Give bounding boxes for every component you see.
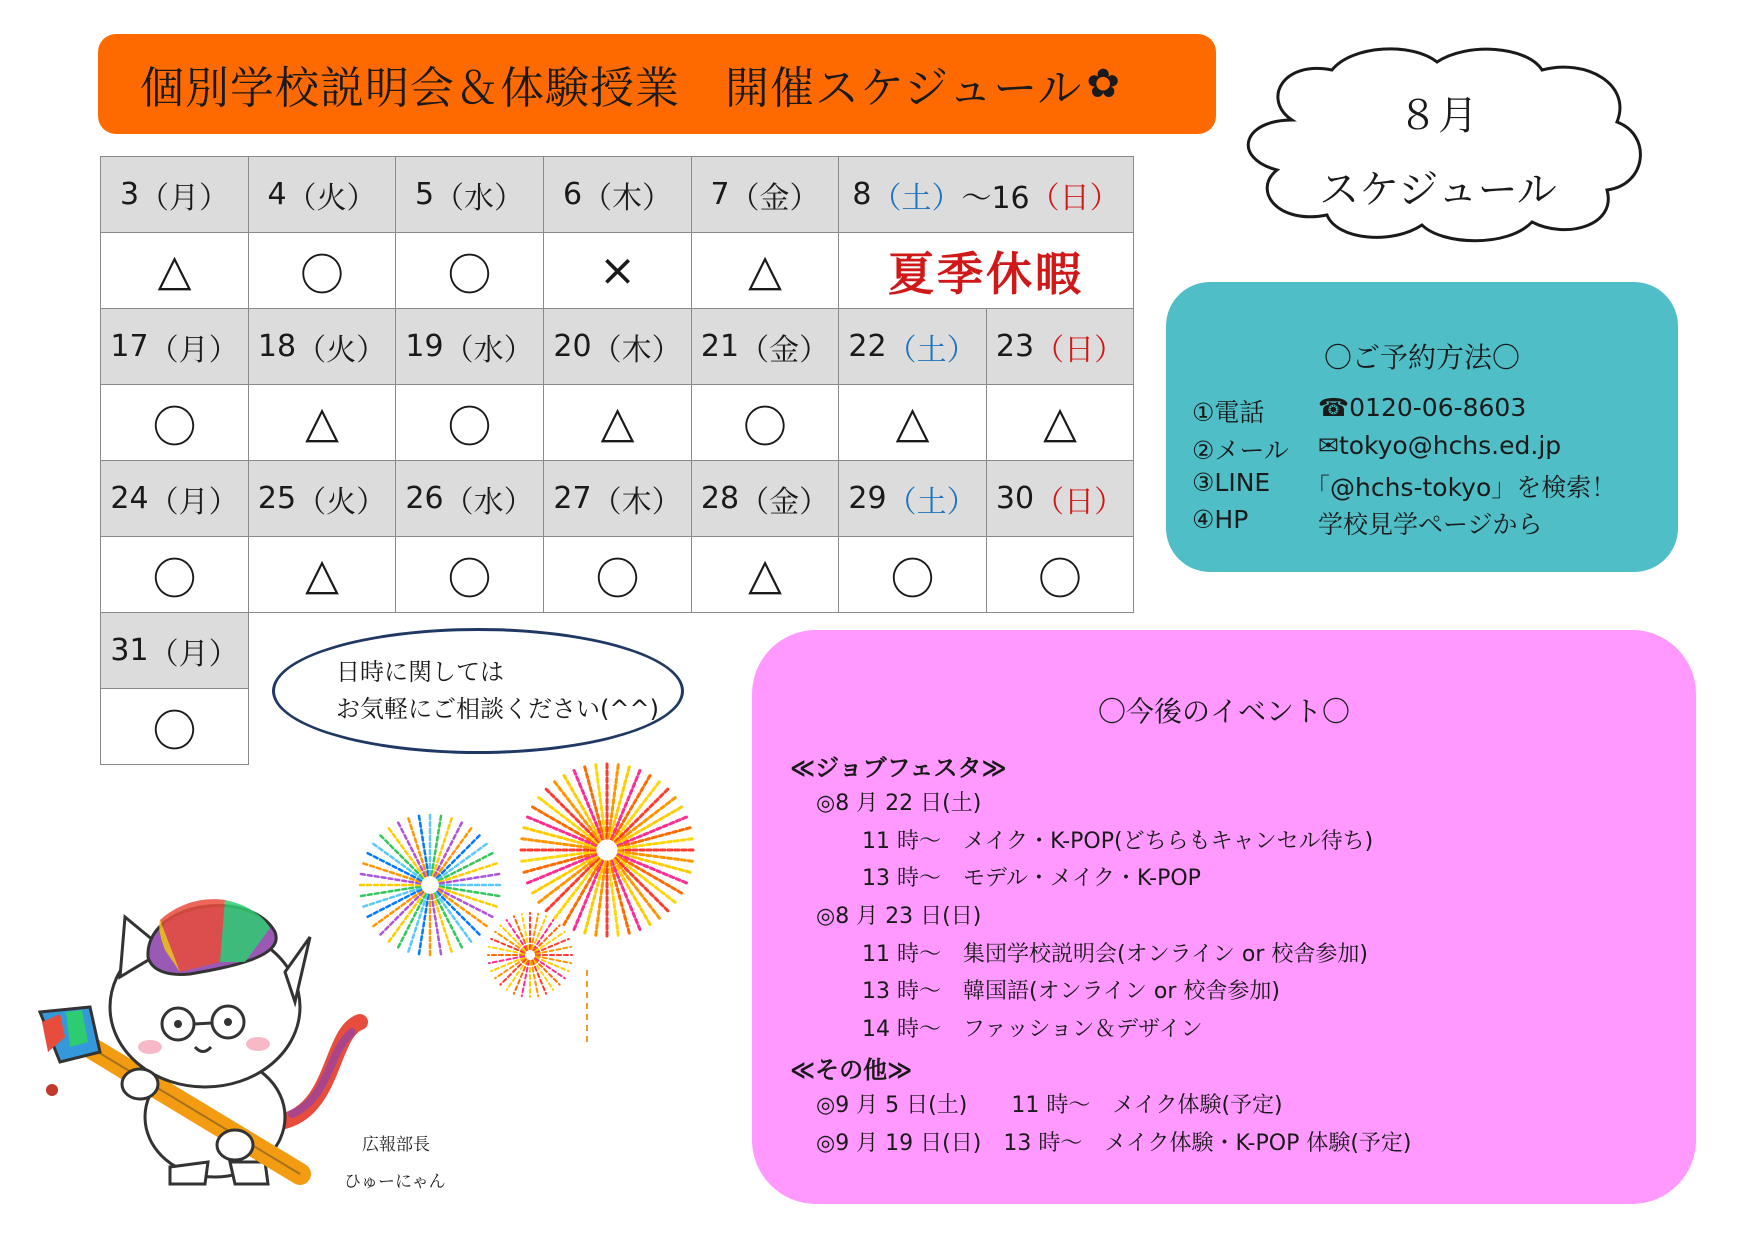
availability-mark: 〇 [248,232,396,309]
event-date: ◎8 月 23 日(日) [816,904,982,929]
mascot-name: ひゅーにゃん [344,1172,446,1192]
calendar-header-cell [543,308,692,385]
weekday-sunday: （日） [1034,332,1125,368]
calendar-header-cell [986,460,1134,537]
note-line: 日時に関しては [336,658,504,686]
weekday: （金） [739,484,830,520]
reservation-label-phone: ①電話 [1192,398,1265,427]
availability-mark: △ [691,536,839,613]
availability-mark: △ [691,232,839,309]
day-number: 5 [414,177,435,212]
day-number: 4 [267,177,287,212]
cloud-schedule: スケジュール [1319,167,1557,213]
calendar-header-cell [395,460,544,537]
weekday: （金） [739,332,830,368]
firework-small [488,913,572,997]
weekday: （月） [148,332,239,368]
weekday-saturday: （土） [871,180,962,216]
event-item: 11 時～ メイク・K-POP(どちらもキャンセル待ち) [862,829,1374,854]
calendar-header-cell [691,460,839,537]
day-number: 21 [700,329,740,364]
availability-mark: 〇 [691,384,839,461]
mascot-role: 広報部長 [362,1135,430,1155]
day-number: 7 [710,177,730,212]
weekday: （木） [582,180,673,216]
weekday: （月） [148,636,239,672]
weekday: （金） [729,180,820,216]
holiday-label: 夏季休暇 [888,246,1084,301]
availability-mark: 〇 [838,536,987,613]
weekday: （月） [139,180,230,216]
availability-mark: △ [248,536,396,613]
reservation-label-line: ③LINE [1192,468,1271,497]
date-range: ～16 [961,180,1030,216]
event-item: ◎9 月 19 日(日) 13 時～ メイク体験・K-POP 体験(予定) [816,1131,1412,1156]
calendar-header-cell [248,308,396,385]
weekday-sunday: （日） [1034,484,1125,520]
event-section-jobfesta: ≪ジョブフェスタ≫ [790,754,1007,782]
day-number: 27 [553,481,592,516]
reservation-email[interactable]: ✉tokyo@hchs.ed.jp [1318,431,1562,460]
flower-icon: ✿ [1086,61,1121,107]
weekday: （木） [591,332,682,368]
calendar-header-cell [395,308,544,385]
title-banner [98,34,1216,134]
availability-mark: 〇 [986,536,1134,613]
day-number: 24 [110,481,149,516]
calendar-header-cell [100,612,249,689]
calendar-header-cell [248,156,396,233]
event-item: 13 時～ 韓国語(オンライン or 校舎参加) [862,979,1280,1004]
day-number: 20 [553,329,592,364]
weekday-saturday: （土） [886,484,977,520]
event-item: 13 時～ モデル・メイク・K-POP [862,866,1201,891]
availability-mark: △ [543,384,692,461]
calendar-header-cell [691,308,839,385]
availability-mark: 〇 [395,232,544,309]
weekday-saturday: （土） [886,332,977,368]
calendar-header-cell [986,308,1134,385]
reservation-label-hp: ④HP [1192,505,1249,534]
day-number: 29 [848,481,887,516]
reservation-title: 〇ご予約方法〇 [1323,341,1520,374]
calendar-header-cell [100,156,249,233]
availability-mark: 〇 [100,384,249,461]
fireworks-illustration [340,760,720,1050]
day-number: 22 [848,329,887,364]
availability-mark: 〇 [395,536,544,613]
day-number: 19 [405,329,444,364]
cloud-shape [1222,40,1654,250]
note-text [336,654,659,728]
weekday-sunday: （日） [1029,180,1120,216]
calendar-header-cell [838,156,1134,233]
day-number: 30 [995,481,1035,516]
events-title: 〇今後のイベント〇 [1097,695,1350,728]
day-number: 31 [110,633,149,668]
day-number: 28 [700,481,740,516]
availability-mark: × [543,232,692,309]
reservation-phone-number[interactable]: ☎0120-06-8603 [1318,393,1527,422]
day-number: 8 [852,177,872,212]
event-date: ◎8 月 22 日(土) [816,791,982,816]
reservation-label-mail: ②メール [1192,436,1289,465]
day-number: 18 [257,329,297,364]
reservation-hp-text: 学校見学ページから [1318,510,1543,539]
availability-mark: 〇 [100,536,249,613]
weekday: （水） [443,484,534,520]
firework-medium [360,815,500,955]
availability-mark: 〇 [100,688,249,765]
calendar-header-cell [691,156,839,233]
calendar-header-cell [543,460,692,537]
day-number: 23 [995,329,1035,364]
event-item: 14 時～ ファッション＆デザイン [862,1017,1203,1042]
calendar-header-cell [100,460,249,537]
weekday: （火） [286,180,377,216]
day-number: 3 [119,177,140,212]
weekday: （火） [296,484,387,520]
calendar-header-cell [248,460,396,537]
calendar-header-cell [100,308,249,385]
availability-mark: △ [100,232,249,309]
day-number: 26 [405,481,444,516]
weekday: （木） [591,484,682,520]
day-number: 6 [562,177,583,212]
availability-mark: △ [248,384,396,461]
mascot-cat-illustration [30,862,370,1192]
note-line: お気軽にご相談ください(^^) [336,695,659,723]
event-item: 11 時～ 集団学校説明会(オンライン or 校舎参加) [862,942,1368,967]
weekday: （水） [443,332,534,368]
calendar-header-cell [395,156,544,233]
day-number: 25 [257,481,297,516]
calendar-header-cell [838,308,987,385]
availability-mark: △ [986,384,1134,461]
holiday-cell [838,232,1134,309]
title-text: 個別学校説明会＆体験授業 開催スケジュール [140,63,1083,114]
day-number: 17 [110,329,149,364]
calendar-header-cell [838,460,987,537]
weekday: （月） [148,484,239,520]
calendar-header-cell [543,156,692,233]
event-item: ◎9 月 5 日(土) 11 時～ メイク体験(予定) [816,1093,1283,1118]
cloud-month: ８月 [1398,93,1478,139]
firework-large [519,762,695,938]
weekday: （水） [434,180,525,216]
availability-mark: 〇 [543,536,692,613]
availability-mark: △ [838,384,987,461]
availability-mark: 〇 [395,384,544,461]
event-section-other: ≪その他≫ [790,1056,913,1084]
reservation-line-id: 「@hchs-tokyo」を検索！ [1305,473,1617,502]
weekday: （火） [296,332,387,368]
